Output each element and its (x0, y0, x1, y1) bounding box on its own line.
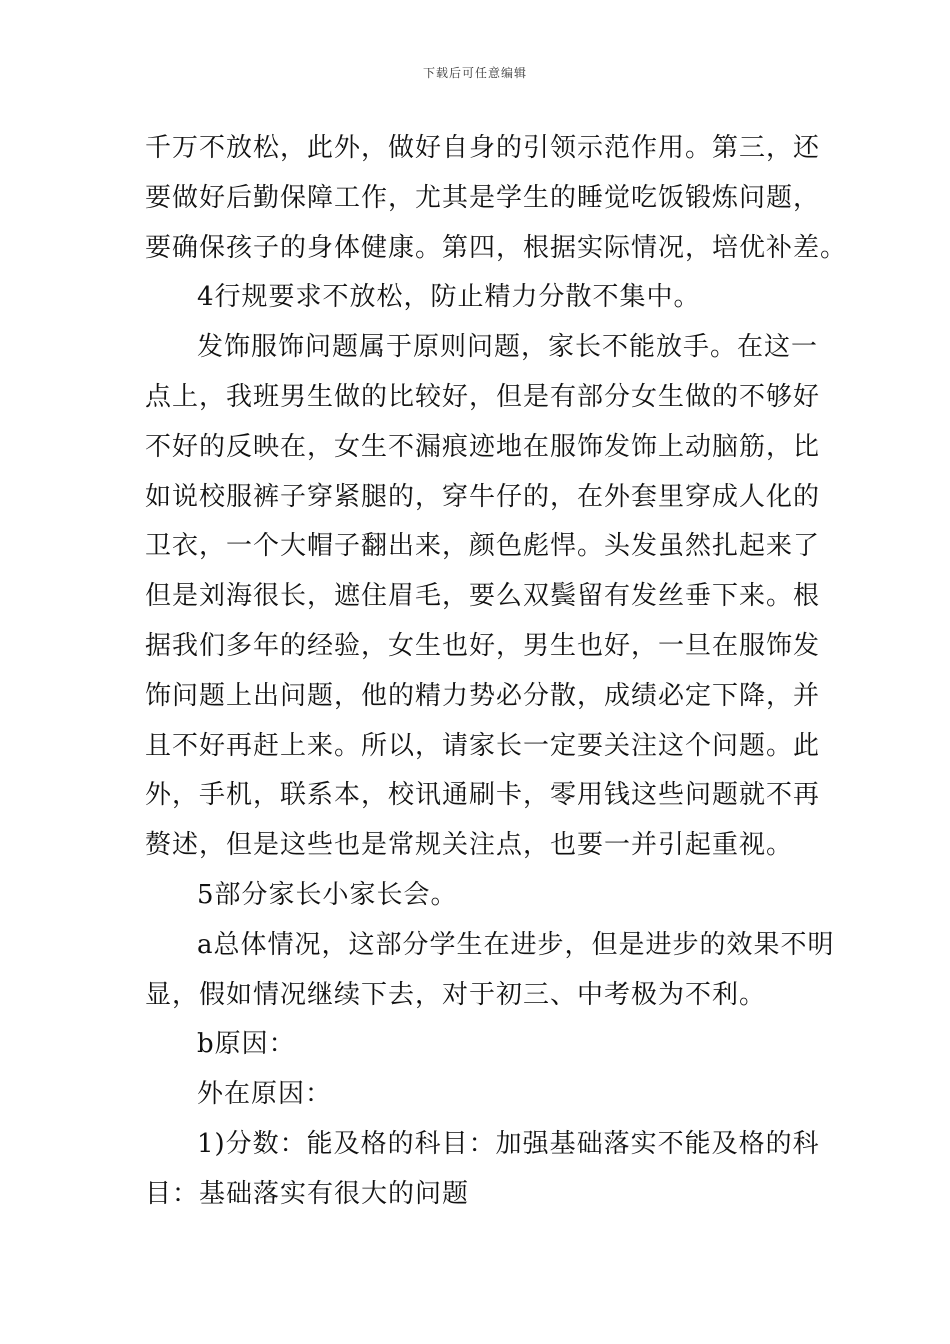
text-line: 5部分家长小家长会。 (197, 879, 458, 910)
text-line: 点上，我班男生做的比较好，但是有部分女生做的不够好 (145, 381, 821, 412)
document-body (145, 124, 848, 1220)
text-line: 饰问题上出问题，他的精力势必分散，成绩必定下降，并 (145, 680, 821, 711)
text-line: 发饰服饰问题属于原则问题，家长不能放手。在这一 (197, 332, 819, 363)
text-line: 但是刘海很长，遮住眉毛，要么双鬓留有发丝垂下来。根 (145, 581, 821, 612)
text-line: 目：基础落实有很大的问题 (145, 1178, 470, 1209)
text-line: 要做好后勤保障工作，尤其是学生的睡觉吃饭锻炼问题， (145, 182, 821, 213)
text-line: 4行规要求不放松，防止精力分散不集中。 (197, 282, 701, 313)
text-line: 显，假如情况继续下去，对于初三、中考极为不利。 (145, 979, 767, 1010)
text-line: 赘述，但是这些也是常规关注点，也要一并引起重视。 (145, 830, 794, 861)
text-line: 千万不放松，此外，做好自身的引领示范作用。第三，还 (145, 133, 821, 163)
text-line: a总体情况，这部分学生在进步，但是进步的效果不明 (197, 929, 835, 960)
text-line: 如说校服裤子穿紧腿的，穿牛仔的，在外套里穿成人化的 (145, 481, 821, 512)
text-line: 不好的反映在，女生不漏痕迹地在服饰发饰上动脑筋，比 (145, 431, 821, 462)
text-line: 且不好再赶上来。所以，请家长一定要关注这个问题。此 (145, 730, 821, 761)
text-line: 要确保孩子的身体健康。第四，根据实际情况，培优补差。 (145, 232, 848, 263)
page-header: 下载后可任意编辑 (422, 66, 527, 80)
text-line: 外，手机，联系本，校讯通刷卡，零用钱这些问题就不再 (145, 780, 821, 811)
text-line: 外在原因： (197, 1079, 333, 1110)
text-line: 据我们多年的经验，女生也好，男生也好，一旦在服饰发 (145, 630, 821, 661)
text-line: b原因： (197, 1029, 296, 1060)
text-line: 1)分数：能及格的科目：加强基础落实不能及格的科 (197, 1128, 820, 1159)
text-line: 卫衣，一个大帽子翻出来，颜色彪悍。头发虽然扎起来了 (145, 531, 821, 562)
